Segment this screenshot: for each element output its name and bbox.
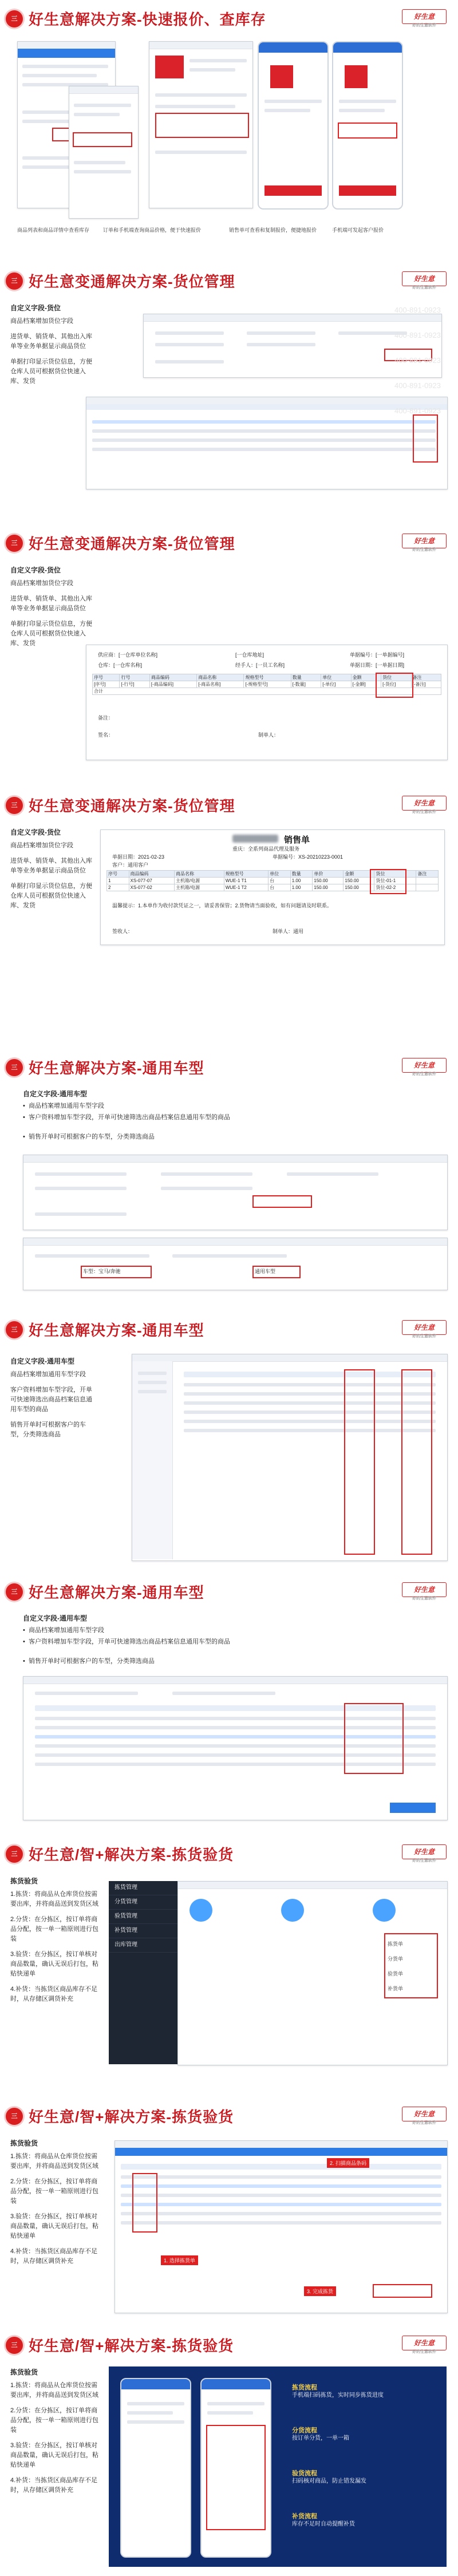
nav-item[interactable]: 拣货管理 (109, 1881, 177, 1895)
slide-title: 好生意解决方案-快速报价、查库存 (29, 11, 266, 28)
caption: 商品列表和商品详情中查看库存 (17, 227, 90, 233)
slide-header (0, 0, 458, 35)
slide-header (0, 2326, 458, 2362)
print-template-window: 供应商：[一仓库单位名称] [一仓库地址] 单据编号：[一单据编号] 仓库：[一仓库名称] 经手人：[一员工名称] 单据日期：[一单据日期] 序号 行号 商品编码 商品名称 规格型号 数量 单位 金额 货位 备注 [序号] [-行号] [-商品编码] [-商品名称] [-规格型号] [-数量] [-单位] [-金额] [-货位] [-备注] 合计 备注： 签名： 制单人： (86, 645, 448, 760)
slide-bin-location-1 (0, 262, 458, 525)
phone-picking-1 (120, 2378, 191, 2558)
slide-vehicle-model-2 (0, 1311, 458, 1574)
section-badge: 三 (6, 10, 23, 27)
slide-title: 好生意解决方案-通用车型 (29, 1322, 204, 1339)
product-detail-window (69, 86, 139, 219)
menu-item[interactable]: 补货单 (388, 1986, 404, 1992)
slide-title: 好生意解决方案-通用车型 (29, 1060, 204, 1077)
slide-picking-1 (0, 1835, 458, 2098)
step-tag: 1. 选择拣货单 (161, 2255, 198, 2265)
invoice-grid: 序号 商品编码 商品名称 规格型号 单位 数量 单价 金额 货位 备注 1 XS-077-07 主机箱/电源 WUE-1 T1 台 1.00 150.00 150.00 货位-01-1 2 XS-077-02 主机箱/电源 WUE-1 T2 台 1.00 150.00 150.00 货位-02-2 (106, 870, 439, 891)
slide-header (0, 1311, 458, 1346)
slide-quick-quote (0, 0, 458, 263)
picking-menu-window (177, 1881, 448, 2065)
watermark: 400-891-0923 400-891-0923 400-891-0923 400-891-0923 400-891-0923 (394, 306, 441, 415)
slide-header (0, 2097, 458, 2133)
section-badge: 三 (6, 1059, 23, 1076)
section-badge: 三 (6, 1846, 23, 1863)
brand-logo: 好生意 好的生意软件 (402, 2107, 447, 2121)
section-badge: 三 (6, 272, 23, 290)
phone-quote-1 (258, 41, 329, 210)
section-badge: 三 (6, 2108, 23, 2125)
customer-vehicle-window: 车型：宝马/奔驰 通用车型 (23, 1238, 448, 1290)
nav-item[interactable]: 补货管理 (109, 1924, 177, 1938)
nav-item[interactable]: 验货管理 (109, 1910, 177, 1924)
tip-block: 补货流程 库存不足时自动提醒补货 (292, 2513, 355, 2527)
step-tag: 3. 完成拣货 (304, 2286, 336, 2296)
menu-item[interactable]: 分货单 (388, 1956, 404, 1962)
product-form-window (143, 314, 442, 378)
section-badge: 三 (6, 535, 23, 552)
tip-block: 验货流程 扫码核对商品，防止错发漏发 (292, 2470, 366, 2484)
brand-logo: 好生意 好的生意软件 (402, 9, 447, 24)
slide-title: 好生意变通解决方案-货位管理 (29, 797, 235, 815)
caption: 订单和手机端查询商品价格，便于快速报价 (103, 227, 202, 233)
left-description: 拣货验货 1.拣货：将商品从仓库货位按需要出库，并将商品送到发货区域 2.分货：在分拣区，按订单将商品分配，按一单一箱原则进行包装 3.验货：在分拣区，按订单核对商品数量，确认无误后打包，粘贴快递单 4.补货：当拣货区商品库存不足时，从存储区调货补充 (10, 2139, 98, 2265)
nav-sidebar (109, 1881, 177, 2064)
brand-logo: 好生意 好的生意软件 (402, 1058, 447, 1073)
left-description: 自定义字段-货位 商品档案增加货位字段 进货单、销货单、其他出入库单等业务单据显示商品货位 单据打印显示货位信息，方便仓库人员可根据货位快速入库、发货 (10, 828, 92, 909)
vehicle-filter-window (132, 1354, 448, 1561)
menu-item[interactable]: 验货单 (388, 1971, 404, 1977)
left-description: 自定义字段-货位 商品档案增加货位字段 进货单、销货单、其他出入库单等业务单据显示商品货位 单据打印显示货位信息，方便仓库人员可根据货位快速入库、发货 (10, 566, 92, 647)
slide-picking-2 (0, 2097, 458, 2327)
mobile-picking-panel (109, 2366, 447, 2567)
slide-bin-location-3 (0, 787, 458, 1049)
tip-block: 分货流程 按订单分货，一单一箱 (292, 2427, 349, 2441)
section-badge: 三 (6, 1321, 23, 1338)
slide-header (0, 262, 458, 298)
invoice-title: 销售单 (284, 835, 310, 845)
product-vehicle-window (23, 1155, 448, 1230)
printed-invoice: 销售单 重庆：全系列商品代理及服务 单据日期：2021-02-23 单据编号：XS-20210223-0001 客户：通用客户 序号 商品编码 商品名称 规格型号 单位 数量 单价 金额 货位 备注 1 XS-077-07 主机箱/电源 WUE-1 T1 台 1.00 150.00 150.00 货位-01-1 2 XS-077-02 主机箱/电源 WUE-1 T2 台 1.00 150.00 150.00 货位-02-2 温馨提示：1.本单作为收付款凭证之一，请妥善保管；2.货物请当面验收，如有问题请及时联系。 签收人： 制单人：通用 (100, 829, 445, 945)
menu-item[interactable]: 拣货单 (388, 1941, 404, 1947)
left-description: 自定义字段-货位 商品档案增加货位字段 进货单、销货单、其他出入库单等业务单据显示商品货位 单据打印显示货位信息，方便仓库人员可根据货位快速入库、发货 (10, 304, 92, 385)
brand-logo: 好生意 好的生意软件 (402, 2336, 447, 2350)
phone-picking-2 (200, 2378, 271, 2558)
sales-order-vehicle-window (23, 1676, 448, 1820)
brand-logo: 好生意 好的生意软件 (402, 1582, 447, 1597)
brand-logo: 好生意 好的生意软件 (402, 1320, 447, 1335)
step-tag: 2. 扫描商品条码 (327, 2158, 369, 2168)
sales-order-window (149, 41, 253, 208)
slide-header (0, 1573, 458, 1609)
slide-bin-location-2 (0, 524, 458, 787)
order-grid-window (86, 397, 448, 489)
left-description: 拣货验货 1.拣货：将商品从仓库货位按需要出库，并将商品送到发货区域 2.分货：在分拣区，按订单将商品分配，按一单一箱原则进行包装 3.验货：在分拣区，按订单核对商品数量，确认无误后打包，粘贴快递单 4.补货：当拣货区商品库存不足时，从存储区调货补充 (10, 2368, 98, 2494)
left-description: 自定义字段-通用车型 商品档案增加通用车型字段 客户资料增加车型字段，开单可快速筛选出商品档案信息通用车型的商品 销售开单时可根据客户的车型，分类筛选商品 (10, 1357, 92, 1438)
section-badge: 三 (6, 2337, 23, 2354)
nav-item[interactable]: 分货管理 (109, 1895, 177, 1910)
brand-logo: 好生意 好的生意软件 (402, 1844, 447, 1859)
caption: 销售单可查看和复制报价，便捷地报价 (229, 227, 317, 233)
section-badge: 三 (6, 797, 23, 814)
slide-title: 好生意解决方案-通用车型 (29, 1584, 204, 1601)
left-description: 拣货验货 1.拣货：将商品从仓库货位按需要出库，并将商品送到发货区域 2.分货：在分拣区，按订单将商品分配，按一单一箱原则进行包装 3.验货：在分拣区，按订单核对商品数量，确认无误后打包，粘贴快递单 4.补货：当拣货区商品库存不足时，从存储区调货补充 (10, 1877, 98, 2002)
slide-picking-3 (0, 2326, 458, 2576)
picking-order-window (114, 2140, 448, 2313)
phone-quote-2 (332, 41, 403, 210)
template-grid: 序号 行号 商品编码 商品名称 规格型号 数量 单位 金额 货位 备注 [序号] [-行号] [-商品编码] [-商品名称] [-规格型号] [-数量] [-单位] [-金额] [-货位] [-备注] 合计 (92, 674, 441, 695)
slide-title: 好生意变通解决方案-货位管理 (29, 273, 235, 290)
slide-header (0, 1049, 458, 1084)
slide-title: 好生意变通解决方案-货位管理 (29, 535, 235, 552)
slide-header (0, 1835, 458, 1871)
tip-block: 拣货流程 手机端扫码拣货，实时同步拣货进度 (292, 2384, 384, 2399)
slide-vehicle-model-3: 三 好生意解决方案-通用车型 好生意 好的生意软件 自定义字段-通用车型 • 商品档案增加通用车型字段 • 客户资料增加车型字段，开单可快速筛选出商品档案信息通用车型的商品 • 销售开单时可根据客户的车型，分类筛选商品 (0, 1573, 458, 1836)
brand-logo: 好生意 好的生意软件 (402, 796, 447, 811)
slide-vehicle-model-1: 三 好生意解决方案-通用车型 好生意 好的生意软件 自定义字段-通用车型 • 商品档案增加通用车型字段 • 客户资料增加车型字段，开单可快速筛选出商品档案信息通用车型的商品 • 销售开单时可根据客户的车型，分类筛选商品 车型：宝马/奔驰 通用车型 (0, 1049, 458, 1311)
nav-item[interactable]: 出库管理 (109, 1938, 177, 1953)
slide-title: 好生意/智+解决方案-拣货验货 (29, 2108, 234, 2125)
caption: 手机端可发起客户报价 (332, 227, 384, 233)
brand-logo: 好生意 好的生意软件 (402, 271, 447, 286)
section-badge: 三 (6, 1583, 23, 1601)
brand-logo: 好生意 好的生意软件 (402, 534, 447, 548)
slide-title: 好生意/智+解决方案-拣货验货 (29, 2337, 234, 2354)
slide-header (0, 787, 458, 822)
slide-title: 好生意/智+解决方案-拣货验货 (29, 1846, 234, 1863)
slide-header (0, 524, 458, 560)
